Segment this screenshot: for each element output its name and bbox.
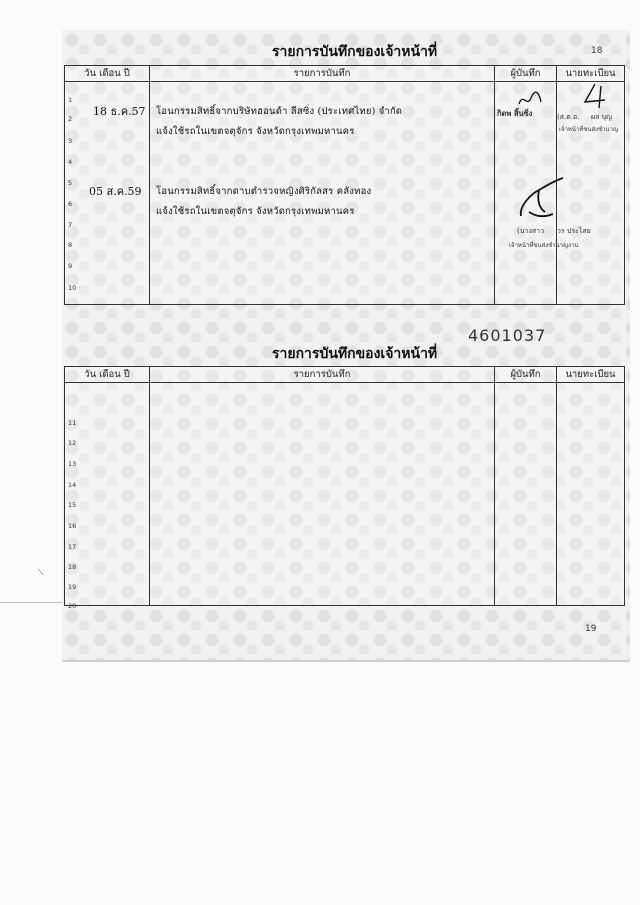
entry-date: 18 ธ.ค.57 [93,105,146,118]
recorder-column [495,383,557,606]
page-number-top: 18 [591,46,603,56]
page-number-bottom: 19 [585,624,597,634]
header-recorder: ผู้บันทึก [495,367,557,383]
header-record: รายการบันทึก [150,66,495,82]
recorder-signature [515,88,545,110]
line-number: 3 [68,137,73,145]
line-number: 8 [68,241,73,249]
line-number: 9 [68,262,73,270]
line-number: 18 [68,563,77,571]
header-record: รายการบันทึก [150,367,495,383]
header-recorder: ผู้บันทึก [495,66,557,82]
line-number: 6 [68,200,73,208]
header-registrar: นายทะเบียน [557,66,625,82]
date-column [65,82,150,305]
registrar-name: ผล บุญ [591,113,613,121]
line-number: 16 [68,522,77,530]
header-date: วัน เดือน ปี [65,66,150,82]
registrar-name-prefix: (ส.ต.อ. [557,113,580,121]
scan-edge-left [0,602,62,603]
scan-edge [62,660,630,662]
header-date: วัน เดือน ปี [65,367,150,383]
line-number: 2 [68,115,73,123]
registrar-column [557,82,625,305]
entry-text-line: แจ้งใช้รถในเขตจตุจักร จังหวัดกรุงเทพมหานคร [156,126,355,137]
entry-text-line: โอนกรรมสิทธิ์จากดาบตำรวจหญิงศิริกัลสร คลังทอง [156,186,372,197]
entry-text-line: แจ้งใช้รถในเขตจตุจักร จังหวัดกรุงเทพมหานคร [156,206,355,217]
line-number: 14 [68,481,77,489]
line-number: 4 [68,158,73,166]
registrar-name: วร ประไสย [557,227,591,235]
line-number: 1 [68,96,73,104]
entry-text-line: โอนกรรมสิทธิ์จากบริษัทฮอนด้า ลีสซิ่ง (ประเทศไทย) จำกัด [156,106,403,117]
line-number: 7 [68,221,73,229]
recorder-stamp: กิตพ สิ้นซิ่ง [497,109,533,118]
line-number: 13 [68,460,77,468]
ledger-table-1 [64,65,625,305]
line-number: 12 [68,439,77,447]
line-number: 19 [68,583,77,591]
section1-title: รายการบันทึกของเจ้าหน้าที่ [272,44,438,60]
section2-title: รายการบันทึกของเจ้าหน้าที่ [272,346,438,362]
registrar-position: เจ้าหน้าที่ขนส่งชำนาญงาน [509,242,579,249]
entry-date: 05 ส.ค.59 [89,185,142,198]
ledger-table-2 [64,366,625,610]
registrar-position: เจ้าหน้าที่ขนส่งชำนาญ [559,126,619,133]
scan-mark: ⟍ [38,568,44,577]
stamp-number: 4601037 [468,326,547,345]
date-column [65,383,150,610]
line-number: 10 [68,284,77,292]
registrar-signature [579,82,613,110]
record-column [150,82,495,305]
line-number: 5 [68,179,73,187]
registrar-column [557,383,625,606]
line-number: 15 [68,501,77,509]
line-number: 20 [68,602,77,610]
line-number: 17 [68,543,77,551]
record-column [150,383,495,606]
registrar-name-prefix: (นางสาว [517,227,544,235]
header-registrar: นายทะเบียน [557,367,625,383]
line-number: 11 [68,419,77,427]
